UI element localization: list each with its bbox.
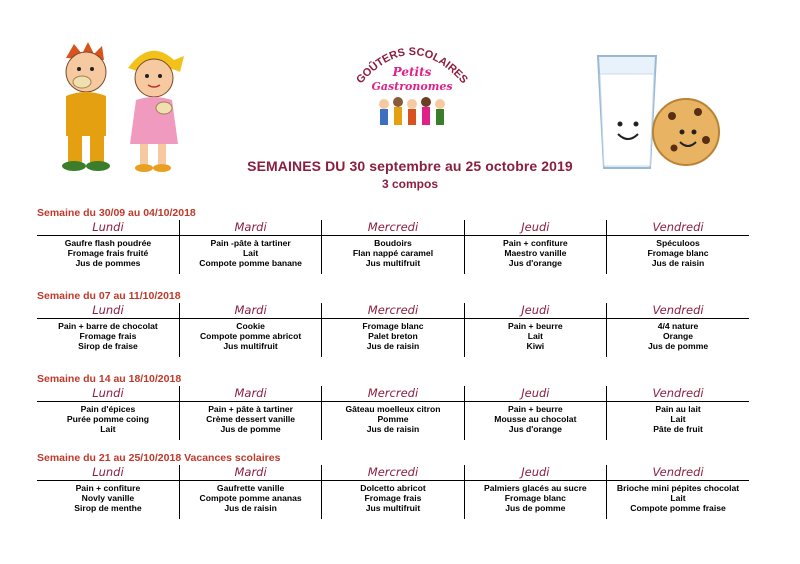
day-header: Mercredi	[322, 220, 464, 236]
day-menu-cell	[37, 402, 179, 441]
day-menu-cell	[37, 236, 179, 275]
day-header: Mercredi	[322, 386, 464, 402]
week-title: Semaine du 14 au 18/10/2018	[37, 373, 182, 385]
day-header: Mardi	[179, 220, 321, 236]
day-header: Vendredi	[607, 465, 749, 481]
day-menu-cell	[607, 402, 749, 441]
menu-item: Palet breton	[368, 331, 418, 341]
menu-item: Purée pomme coing	[66, 414, 150, 424]
day-menu-cell	[37, 319, 179, 358]
day-header: Vendredi	[607, 220, 749, 236]
menu-item: Pain + beurre	[508, 321, 563, 331]
menu-item: Fromage frais fruité	[67, 248, 149, 258]
menu-item: Lait	[670, 414, 686, 424]
day-menu-cell	[607, 319, 749, 358]
menu-item: Mousse au chocolat	[494, 414, 577, 424]
day-menu-cell	[607, 236, 749, 275]
day-menu-cell	[464, 236, 606, 275]
week-menu-table	[37, 220, 749, 274]
menu-item: Jus d'orange	[508, 424, 562, 434]
week-title: Semaine du 21 au 25/10/2018 Vacances scolaires	[37, 452, 281, 464]
menu-row	[37, 319, 749, 358]
menu-item: Spéculoos	[656, 238, 700, 248]
menu-item: Sirop de fraise	[78, 341, 138, 351]
menu-item: Fromage blanc	[647, 248, 709, 258]
week-title: Semaine du 30/09 au 04/10/2018	[37, 207, 196, 219]
menu-row	[37, 481, 749, 520]
menu-item: Boudoirs	[374, 238, 412, 248]
day-header: Jeudi	[464, 386, 606, 402]
day-header: Mardi	[179, 303, 321, 319]
menu-item: Fromage blanc	[362, 321, 424, 331]
menu-item: Pain + barre de chocolat	[58, 321, 158, 331]
day-header-row	[37, 303, 749, 319]
menu-item: Fromage frais	[79, 331, 137, 341]
menu-item: Lait	[100, 424, 116, 434]
menu-item: Jus multifruit	[365, 258, 421, 268]
day-header-row	[37, 386, 749, 402]
week-title: Semaine du 07 au 11/10/2018	[37, 290, 181, 302]
menu-item: Lait	[670, 493, 686, 503]
page-title: SEMAINES DU 30 septembre au 25 octobre 2019	[247, 158, 573, 174]
menu-item: Pain + beurre	[508, 404, 563, 414]
week-menu-table	[37, 303, 749, 357]
menu-item: Pain + confiture	[503, 238, 568, 248]
menu-item: Cookie	[236, 321, 265, 331]
menu-item: Orange	[662, 331, 694, 341]
day-header: Mercredi	[322, 303, 464, 319]
menu-item: Sirop de menthe	[74, 503, 142, 513]
menu-item: Pain + confiture	[75, 483, 141, 493]
menu-item: Crème dessert vanille	[206, 414, 296, 424]
menu-item: Flan nappé caramel	[352, 248, 434, 258]
menu-item: Jus de raisin	[366, 424, 420, 434]
menu-item: Jus de pomme	[647, 341, 709, 351]
menu-item: Compote pomme fraise	[630, 503, 726, 513]
day-header: Vendredi	[607, 386, 749, 402]
day-header: Mardi	[179, 465, 321, 481]
milk-glass-icon	[598, 56, 656, 168]
menu-row	[37, 402, 749, 441]
menu-item: Pain + pâte à tartiner	[208, 404, 293, 414]
menu-item: Lait	[242, 248, 259, 258]
week-menu-table	[37, 386, 749, 440]
menu-item: Fromage frais	[364, 493, 422, 503]
menu-item: Lait	[527, 331, 543, 341]
day-header-row	[37, 465, 749, 481]
day-header: Jeudi	[464, 303, 606, 319]
day-menu-cell	[179, 236, 321, 275]
day-menu-cell	[322, 319, 464, 358]
page-subtitle: 3 compos	[381, 177, 438, 191]
menu-item: Jus de pomme	[505, 503, 566, 513]
brand-logo	[352, 30, 472, 135]
menu-row	[37, 236, 749, 275]
menu-item: Pâte de fruit	[653, 424, 703, 434]
page-header	[200, 158, 620, 191]
day-menu-cell	[179, 402, 321, 441]
menu-item: 4/4 nature	[657, 321, 699, 331]
logo-arc-text: GOÛTERS SCOLAIRES	[354, 45, 470, 87]
day-menu-cell	[37, 481, 179, 520]
day-header: Lundi	[37, 465, 179, 481]
day-header: Lundi	[37, 303, 179, 319]
day-header: Lundi	[37, 220, 179, 236]
menu-item: Compote pomme banane	[199, 258, 302, 268]
menu-item: Jus multifruit	[223, 341, 278, 351]
children-illustration	[52, 38, 192, 178]
logo-brand-text-1: Petits	[392, 65, 432, 79]
menu-item: Palmiers glacés au sucre	[484, 483, 587, 493]
week-block	[37, 207, 749, 274]
menu-item: Jus d'orange	[508, 258, 562, 268]
menu-item: Jus de raisin	[224, 503, 277, 513]
boy-figure	[62, 42, 110, 171]
day-menu-cell	[179, 319, 321, 358]
day-header: Mardi	[179, 386, 321, 402]
day-header: Lundi	[37, 386, 179, 402]
menu-item: Fromage blanc	[504, 493, 566, 503]
cookie-icon	[653, 99, 719, 165]
menu-item: Pain -pâte à tartiner	[210, 238, 291, 248]
menu-item: Dolcetto abricot	[360, 483, 426, 493]
logo-graphic	[352, 30, 472, 135]
menu-item: Compote pomme abricot	[199, 331, 302, 341]
day-menu-cell	[322, 481, 464, 520]
menu-item: Brioche mini pépites chocolat	[616, 483, 740, 493]
week-block	[37, 290, 749, 357]
menu-item: Maestro vanille	[504, 248, 567, 258]
day-header: Mercredi	[322, 465, 464, 481]
day-menu-cell	[322, 402, 464, 441]
day-menu-cell	[464, 319, 606, 358]
menu-item: Jus de pommes	[75, 258, 141, 268]
week-block	[37, 452, 749, 519]
menu-item: Compote pomme ananas	[199, 493, 302, 503]
day-menu-cell	[464, 402, 606, 441]
day-header: Jeudi	[464, 220, 606, 236]
menu-item: Kiwi	[526, 341, 545, 351]
day-header-row	[37, 220, 749, 236]
day-menu-cell	[322, 236, 464, 275]
milk-cookie-illustration	[590, 50, 730, 175]
menu-item: Gaufrette vanille	[216, 483, 285, 493]
menu-item: Jus de pomme	[220, 424, 281, 434]
menu-item: Jus de raisin	[651, 258, 705, 268]
day-menu-cell	[607, 481, 749, 520]
menu-item: Novly vanille	[81, 493, 135, 503]
day-menu-cell	[179, 481, 321, 520]
week-block	[37, 373, 749, 440]
week-menu-table	[37, 465, 749, 519]
menu-item: Jus multifruit	[365, 503, 421, 513]
menu-item: Pain au lait	[655, 404, 701, 414]
menu-item: Gaufre flash poudrée	[64, 238, 152, 248]
menu-item: Pain d'épices	[80, 404, 136, 414]
menu-item: Jus de raisin	[366, 341, 420, 351]
girl-figure	[128, 51, 184, 172]
menu-item: Gâteau moelleux citron	[345, 404, 441, 414]
day-header: Jeudi	[464, 465, 606, 481]
day-menu-cell	[464, 481, 606, 520]
menu-item: Pomme	[377, 414, 409, 424]
logo-brand-text-2: Gastronomes	[371, 80, 453, 93]
logo-kids-row	[379, 97, 445, 125]
day-header: Vendredi	[607, 303, 749, 319]
